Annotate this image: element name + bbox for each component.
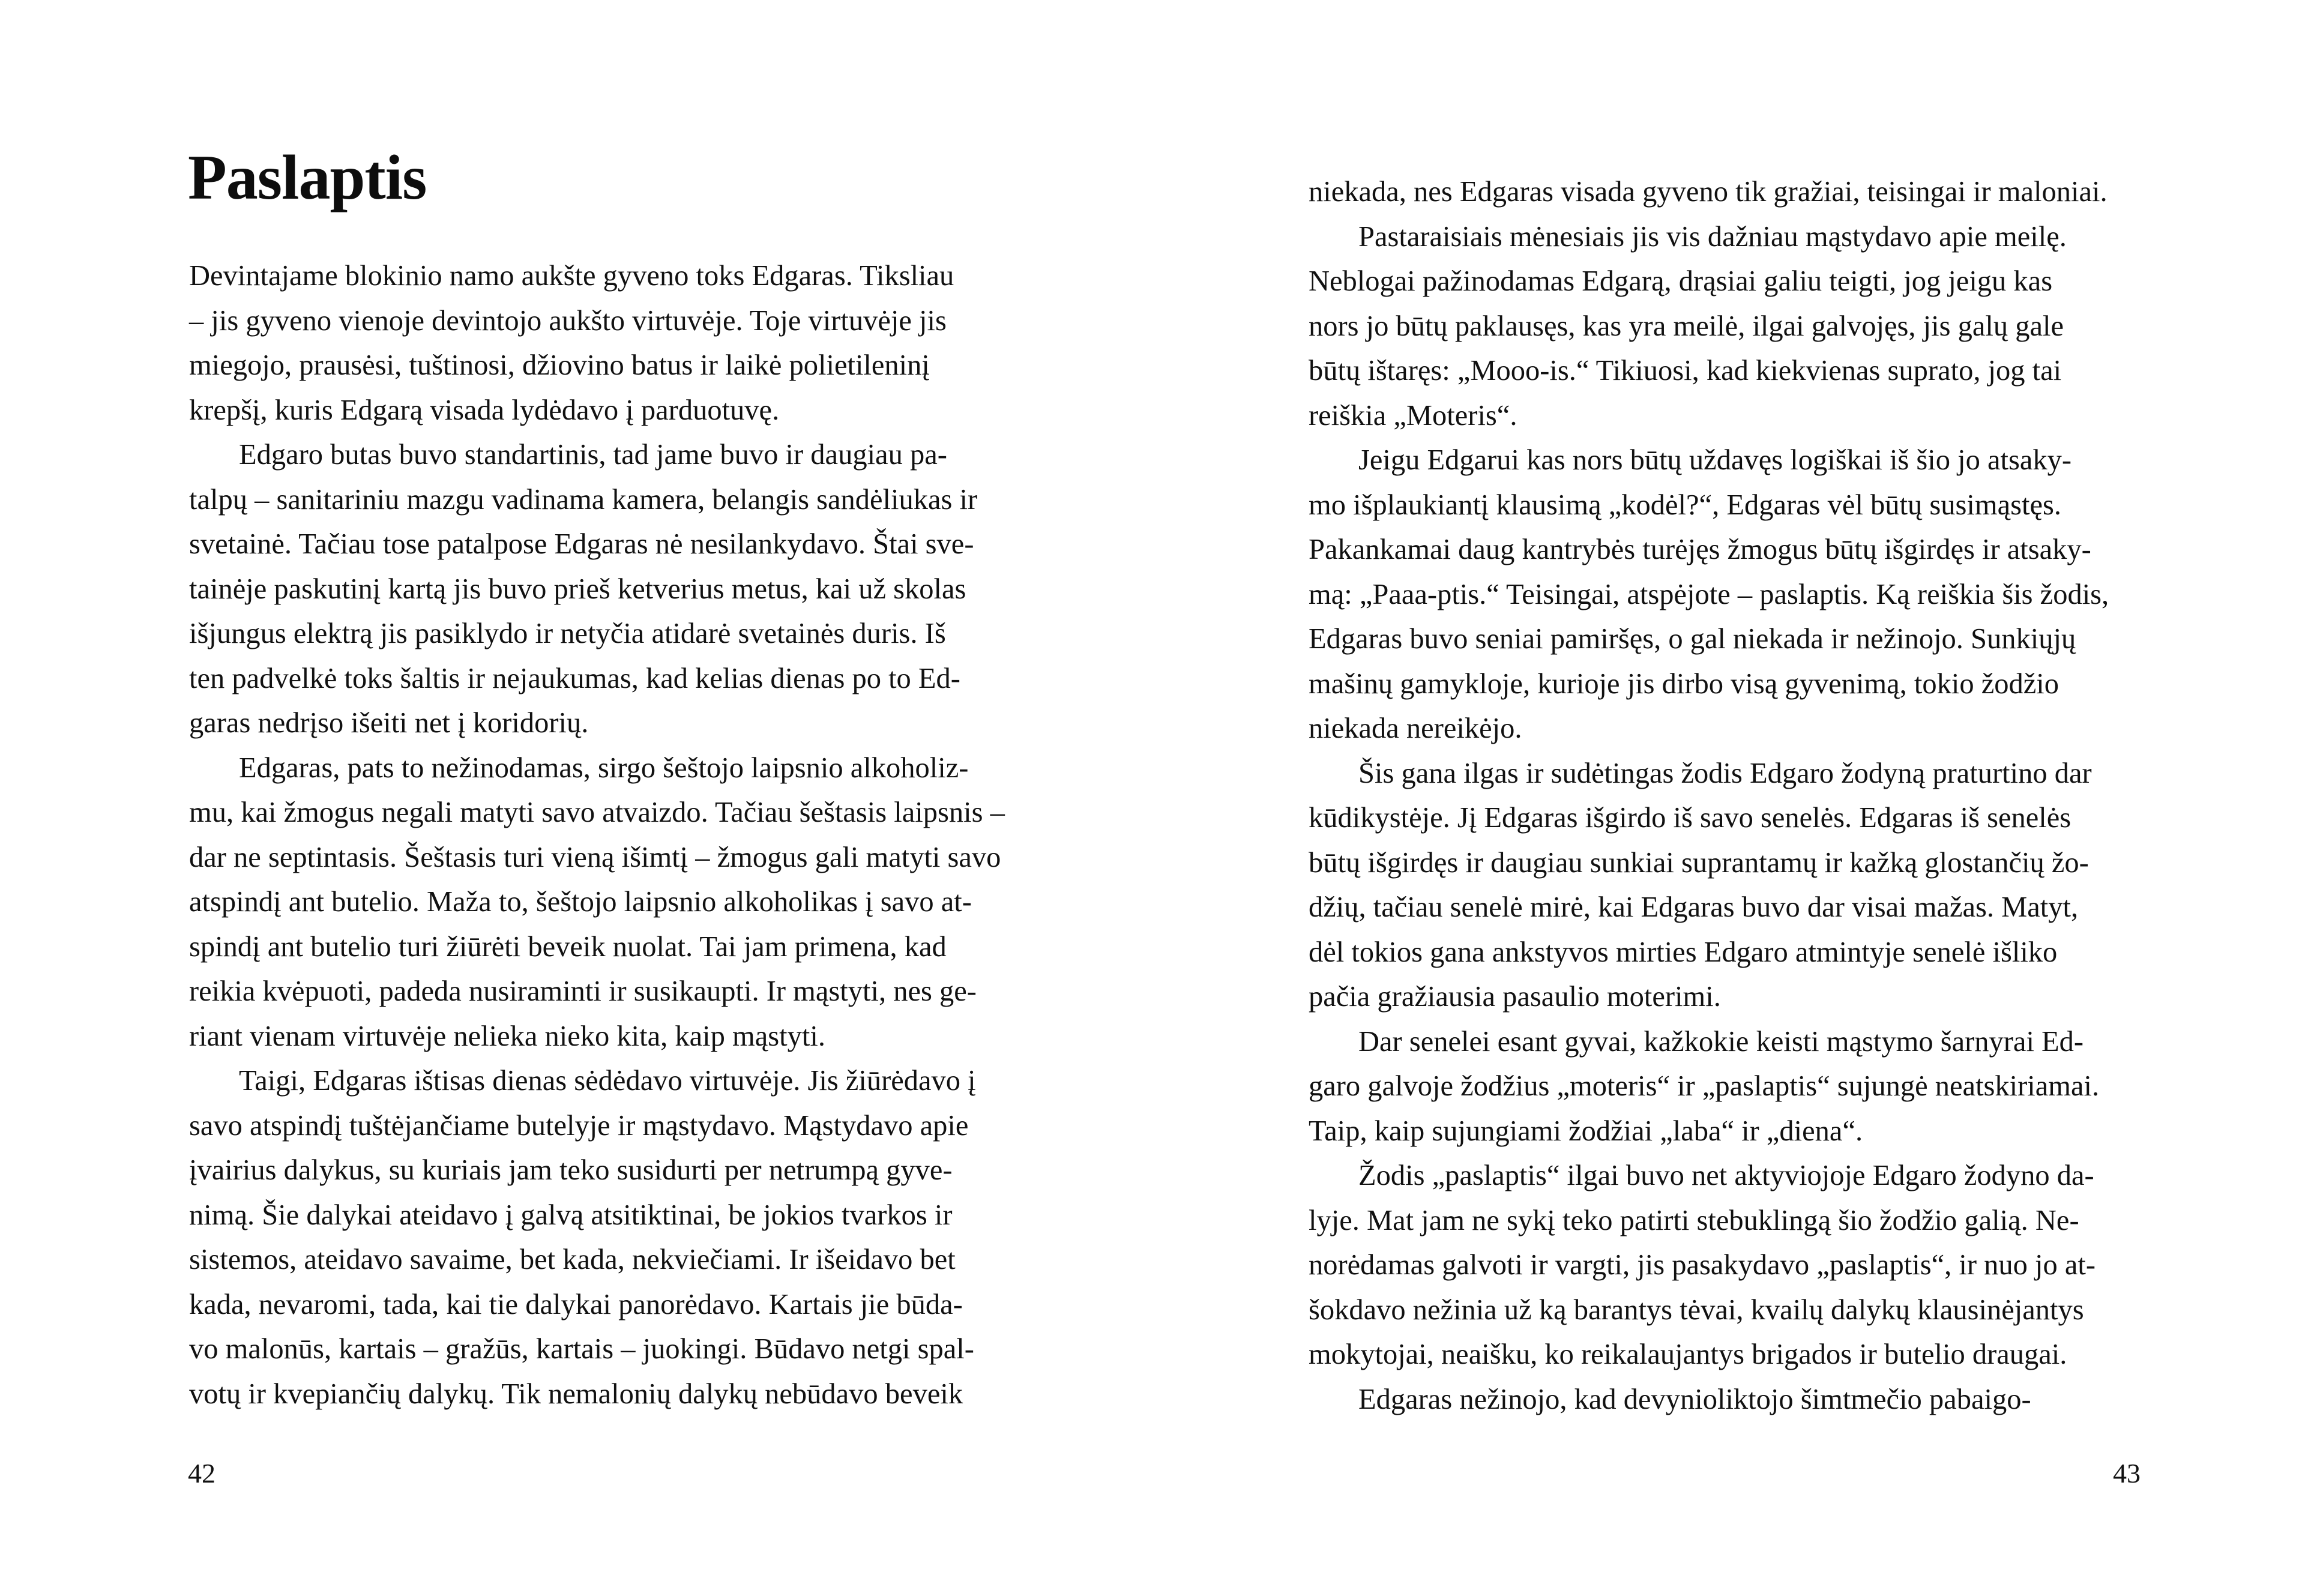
text-line: miegojo, prausėsi, tuštinosi, džiovino batus ir laikė polietileninį [189,349,930,381]
text-line: įvairius dalykus, su kuriais jam teko susidurti per netrumpą gyve- [189,1154,953,1186]
text-line: Edgaras buvo seniai pamiršęs, o gal niekada ir nežinojo. Sunkiųjų [1309,623,2076,655]
left-page-text [189,254,1022,1417]
text-line: Edgaras, pats to nežinodamas, sirgo šeštojo laipsnio alkoholiz- [239,751,969,784]
text-line: kūdikystėje. Jį Edgaras išgirdo iš savo senelės. Edgaras iš senelės [1309,802,2071,834]
text-line: ten padvelkė toks šaltis ir nejaukumas, kad kelias dienas po to Ed- [189,662,960,694]
text-line: dar ne septintasis. Šeštasis turi vieną išimtį – žmogus gali matyti savo [189,841,1001,873]
text-line: būtų išgirdęs ir daugiau sunkiai suprantamų ir kažką glostančių žo- [1309,846,2089,879]
page-number-left: 42 [188,1458,215,1489]
text-line: niekada nereikėjo. [1309,712,1522,744]
text-line: Edgaro butas buvo standartinis, tad jame buvo ir daugiau pa- [239,439,947,471]
text-line: Pastaraisiais mėnesiais jis vis dažniau mąstydavo apie meilę. [1358,220,2067,253]
text-line: vo malonūs, kartais – gražūs, kartais – juokingi. Būdavo netgi spal- [189,1333,974,1365]
text-line: džių, tačiau senelė mirė, kai Edgaras buvo dar visai mažas. Matyt, [1309,891,2079,923]
text-line: garo galvoje žodžius „moteris“ ir „paslaptis“ sujungė neatskiriamai. [1309,1070,2100,1102]
text-line: sistemos, ateidavo savaime, bet kada, nekviečiami. Ir išeidavo bet [189,1244,956,1275]
text-line: lyje. Mat jam ne sykį teko patirti stebuklingą šio žodžio galią. Ne- [1309,1204,2079,1236]
text-line: garas nedrįso išeiti net į koridorių. [189,707,589,739]
text-line: mu, kai žmogus negali matyti savo atvaizdo. Tačiau šeštasis laipsnis – [189,796,1005,828]
text-line: mašinų gamykloje, kurioje jis dirbo visą gyvenimą, tokio žodžio [1309,667,2059,700]
right-page [1152,0,2305,1596]
text-line: mokytojai, neaišku, ko reikalaujantys brigados ir butelio draugai. [1309,1339,2067,1370]
text-line: dėl tokios gana ankstyvos mirties Edgaro atmintyje senelė išliko [1309,936,2058,968]
text-line: Taip, kaip sujungiami žodžiai „laba“ ir „diena“. [1309,1115,1863,1147]
text-line: niekada, nes Edgaras visada gyveno tik gražiai, teisingai ir maloniai. [1309,176,2108,208]
text-line: nors jo būtų paklausęs, kas yra meilė, ilgai galvojęs, jis galų gale [1309,310,2064,342]
text-line: išjungus elektrą jis pasiklydo ir netyčia atidarė svetainės duris. Iš [189,618,946,649]
text-line: riant vienam virtuvėje nelieka nieko kita, kaip mąstyti. [189,1020,825,1052]
text-line: Žodis „paslaptis“ ilgai buvo net aktyviojoje Edgaro žodyno da- [1358,1160,2094,1191]
text-line: talpų – sanitariniu mazgu vadinama kamera, belangis sandėliukas ir [189,483,978,516]
chapter-title: Paslaptis [188,142,427,212]
text-line: tainėje paskutinį kartą jis buvo prieš ketverius metus, kai už skolas [189,573,966,605]
text-line: reiškia „Moteris“. [1309,399,1517,432]
left-page [0,0,1152,1596]
text-line: norėdamas galvoti ir vargti, jis pasakydavo „paslaptis“, ir nuo jo at- [1309,1249,2096,1281]
text-line: mo išplaukiantį klausimą „kodėl?“, Edgaras vėl būtų susimąstęs. [1309,489,2061,521]
text-line: savo atspindį tuštėjančiame butelyje ir mąstydavo. Mąstydavo apie [189,1109,969,1142]
text-line: reikia kvėpuoti, padeda nusiraminti ir susikaupti. Ir mąstyti, nes ge- [189,975,977,1007]
text-line: mą: „Paaa-ptis.“ Teisingai, atspėjote – paslaptis. Ką reiškia šis žodis, [1309,578,2109,610]
text-line: Taigi, Edgaras ištisas dienas sėdėdavo virtuvėje. Jis žiūrėdavo į [239,1065,976,1097]
text-line: spindį ant butelio turi žiūrėti beveik nuolat. Tai jam primena, kad [189,930,947,963]
text-line: votų ir kvepiančių dalykų. Tik nemalonių dalykų nebūdavo beveik [189,1378,963,1410]
text-line: Šis gana ilgas ir sudėtingas žodis Edgaro žodyną praturtino dar [1358,757,2092,789]
page-number-right: 43 [2113,1458,2141,1489]
text-line: Dar senelei esant gyvai, kažkokie keisti mąstymo šarnyrai Ed- [1358,1025,2084,1058]
text-line: šokdavo nežinia už ką barantys tėvai, kvailų dalykų klausinėjantys [1309,1293,2084,1326]
text-line: – jis gyveno vienoje devintojo aukšto virtuvėje. Toje virtuvėje jis [189,304,947,337]
text-line: Pakankamai daug kantrybės turėjęs žmogus būtų išgirdęs ir atsaky- [1309,534,2091,565]
text-line: Jeigu Edgarui kas nors būtų uždavęs logiškai iš šio jo atsaky- [1358,444,2072,476]
text-line: Devintajame blokinio namo aukšte gyveno toks Edgaras. Tiksliau [189,260,954,292]
text-line: būtų ištaręs: „Mooo-is.“ Tikiuosi, kad kiekvienas suprato, jog tai [1309,355,2062,387]
text-line: Neblogai pažinodamas Edgarą, drąsiai galiu teigti, jog jeigu kas [1309,265,2053,297]
text-line: pačia gražiausia pasaulio moterimi. [1309,981,1721,1013]
right-page-text [1309,170,2123,1422]
text-line: kada, nevaromi, tada, kai tie dalykai panorėdavo. Kartais jie būda- [189,1288,963,1320]
text-line: svetainė. Tačiau tose patalpose Edgaras nė nesilankydavo. Štai sve- [189,528,974,560]
text-line: atspindį ant butelio. Maža to, šeštojo laipsnio alkoholikas į savo at- [189,886,972,918]
text-line: krepšį, kuris Edgarą visada lydėdavo į parduotuvę. [189,394,780,426]
text-line: Edgaras nežinojo, kad devynioliktojo šimtmečio pabaigo- [1358,1383,2031,1415]
text-line: nimą. Šie dalykai ateidavo į galvą atsitiktinai, be jokios tvarkos ir [189,1199,953,1231]
